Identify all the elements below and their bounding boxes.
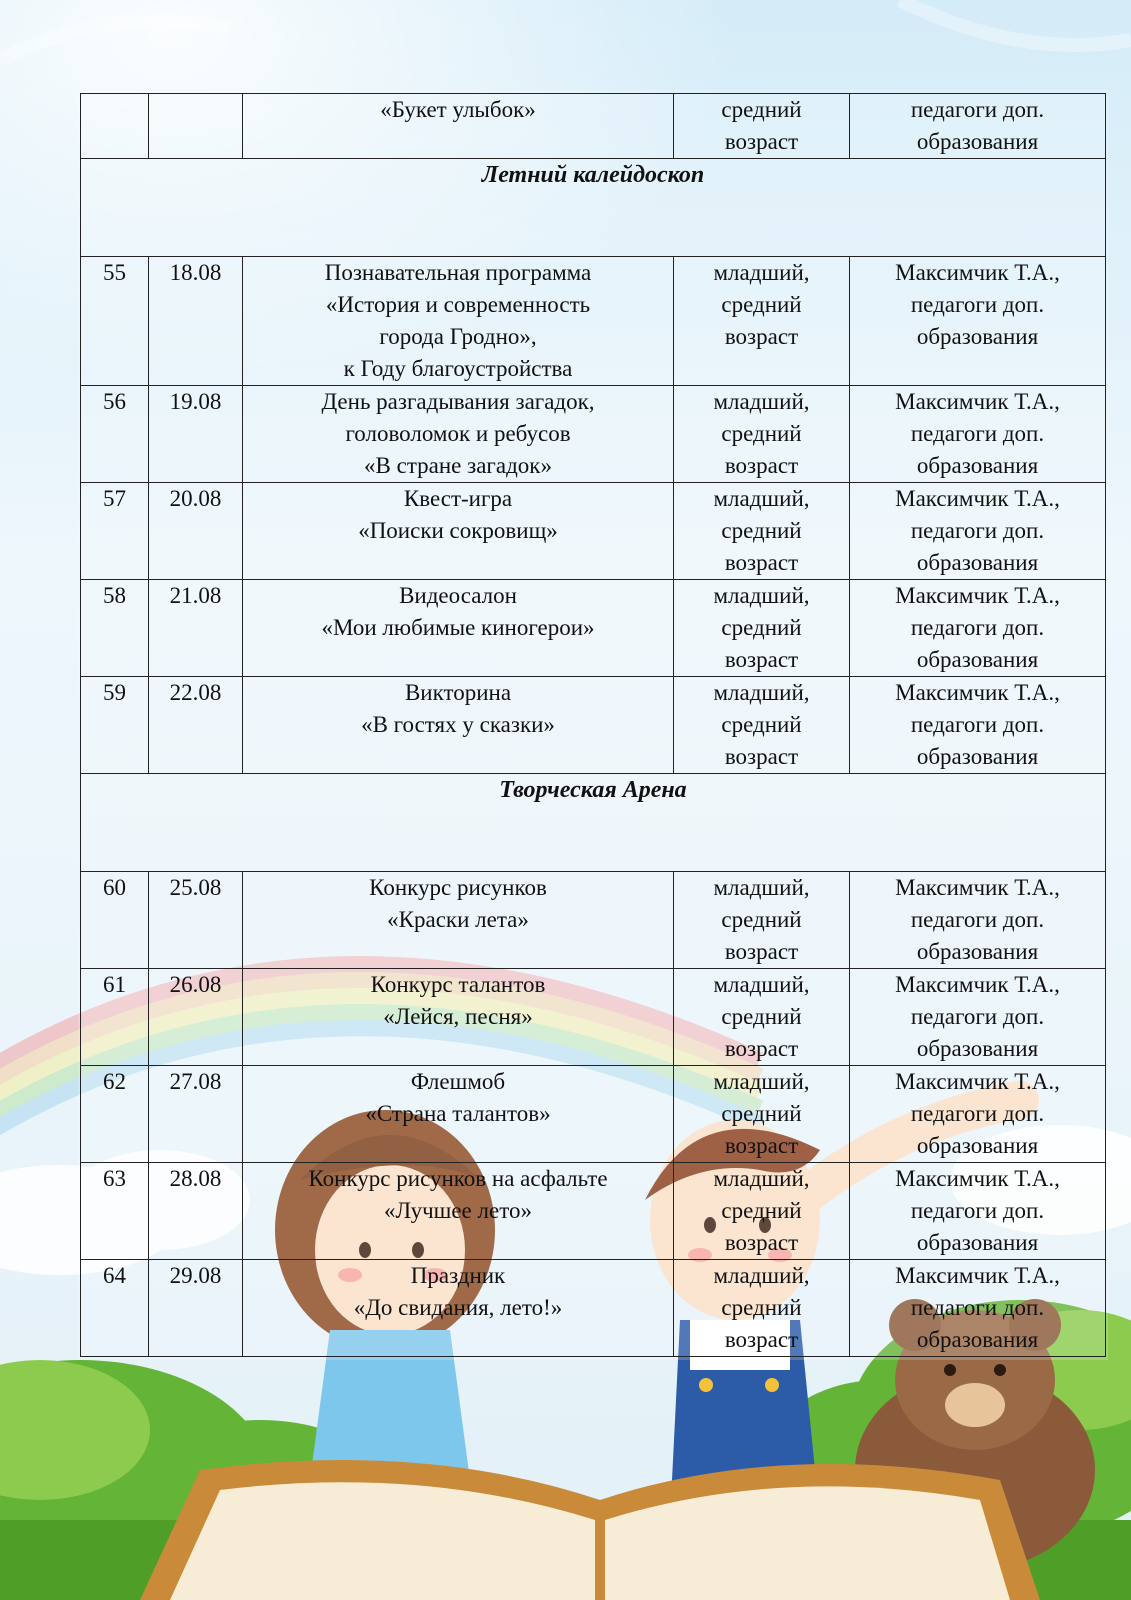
date-cell: 27.08	[149, 1066, 243, 1163]
responsible-cell-line: педагоги доп.	[910, 1101, 1045, 1126]
event-cell-line: «Мои любимые киногерои»	[321, 615, 595, 640]
event-cell-line: Праздник	[410, 1263, 506, 1288]
table-row	[81, 257, 1106, 386]
responsible-cell-line: Максимчик Т.А.,	[895, 972, 1060, 997]
age-group-cell-line: возраст	[724, 129, 799, 154]
responsible-cell	[850, 1066, 1106, 1163]
table-row	[81, 483, 1106, 580]
event-cell-line: к Году благоустройства	[343, 356, 573, 381]
age-group-cell-line: средний	[721, 1004, 802, 1029]
age-group-cell	[674, 1066, 850, 1163]
row-number-cell: 56	[81, 386, 149, 483]
row-number-cell: 64	[81, 1260, 149, 1357]
age-group-cell	[674, 580, 850, 677]
section-header-row	[81, 159, 1106, 257]
section-title: Творческая Арена	[81, 774, 1106, 872]
responsible-cell-line: образования	[916, 550, 1039, 575]
row-number-cell: 63	[81, 1163, 149, 1260]
age-group-cell-line: возраст	[724, 453, 799, 478]
age-group-cell	[674, 483, 850, 580]
table-row	[81, 872, 1106, 969]
age-group-cell-line: средний	[721, 1101, 802, 1126]
event-cell	[243, 94, 674, 159]
date-cell: 21.08	[149, 580, 243, 677]
responsible-cell-line: Максимчик Т.А.,	[895, 389, 1060, 414]
responsible-cell-line: педагоги доп.	[910, 1295, 1045, 1320]
age-group-cell-line: возраст	[724, 647, 799, 672]
age-group-cell-line: младший,	[713, 486, 810, 511]
date-cell: 28.08	[149, 1163, 243, 1260]
table-row	[81, 677, 1106, 774]
age-group-cell-line: младший,	[713, 260, 810, 285]
event-cell-line: «История и современность	[325, 292, 591, 317]
event-cell-line: Конкурс рисунков на асфальте	[308, 1166, 608, 1191]
row-number-cell: 57	[81, 483, 149, 580]
responsible-cell	[850, 580, 1106, 677]
responsible-cell-line: педагоги доп.	[910, 97, 1045, 122]
event-cell-line: Флешмоб	[410, 1069, 506, 1094]
responsible-cell	[850, 94, 1106, 159]
responsible-cell-line: педагоги доп.	[910, 1004, 1045, 1029]
age-group-cell-line: средний	[721, 421, 802, 446]
age-group-cell	[674, 94, 850, 159]
event-cell	[243, 580, 674, 677]
event-cell	[243, 677, 674, 774]
event-cell-line: Конкурс талантов	[370, 972, 546, 997]
event-cell-line: «Поиски сокровищ»	[358, 518, 558, 543]
event-cell-line: «Букет улыбок»	[380, 97, 536, 122]
age-group-cell-line: возраст	[724, 1327, 799, 1352]
schedule-table-container	[80, 93, 1105, 1357]
table-row	[81, 386, 1106, 483]
responsible-cell-line: педагоги доп.	[910, 518, 1045, 543]
responsible-cell	[850, 1260, 1106, 1357]
row-number-cell: 55	[81, 257, 149, 386]
event-cell	[243, 969, 674, 1066]
responsible-cell-line: педагоги доп.	[910, 907, 1045, 932]
age-group-cell-line: младший,	[713, 680, 810, 705]
responsible-cell-line: образования	[916, 647, 1039, 672]
responsible-cell	[850, 872, 1106, 969]
responsible-cell-line: образования	[916, 324, 1039, 349]
row-number-cell: 62	[81, 1066, 149, 1163]
responsible-cell	[850, 969, 1106, 1066]
section-header-row	[81, 774, 1106, 872]
table-row	[81, 1163, 1106, 1260]
date-cell: 29.08	[149, 1260, 243, 1357]
event-cell	[243, 1066, 674, 1163]
age-group-cell-line: средний	[721, 712, 802, 737]
schedule-table-body	[81, 94, 1106, 1357]
event-cell-line: «Страна талантов»	[365, 1101, 551, 1126]
age-group-cell-line: средний	[721, 292, 802, 317]
event-cell-line: «Лучшее лето»	[384, 1198, 532, 1223]
date-cell: 26.08	[149, 969, 243, 1066]
age-group-cell-line: возраст	[724, 1133, 799, 1158]
responsible-cell-line: образования	[916, 939, 1039, 964]
age-group-cell-line: возраст	[724, 1230, 799, 1255]
responsible-cell-line: образования	[916, 1327, 1039, 1352]
event-cell-line: Видеосалон	[399, 583, 517, 608]
table-row	[81, 1260, 1106, 1357]
event-cell	[243, 257, 674, 386]
event-cell-line: Познавательная программа	[324, 260, 592, 285]
date-cell	[149, 94, 243, 159]
row-number-cell: 58	[81, 580, 149, 677]
responsible-cell-line: образования	[916, 1133, 1039, 1158]
date-cell: 20.08	[149, 483, 243, 580]
event-cell-line: «В стране загадок»	[364, 453, 552, 478]
age-group-cell	[674, 872, 850, 969]
event-cell-line: Конкурс рисунков	[369, 875, 547, 900]
table-row	[81, 1066, 1106, 1163]
event-cell-line: Квест-игра	[403, 486, 513, 511]
age-group-cell	[674, 386, 850, 483]
section-title: Летний калейдоскоп	[81, 159, 1106, 257]
age-group-cell	[674, 969, 850, 1066]
responsible-cell-line: Максимчик Т.А.,	[895, 1263, 1060, 1288]
age-group-cell-line: средний	[721, 1295, 802, 1320]
responsible-cell-line: образования	[916, 453, 1039, 478]
age-group-cell-line: средний	[721, 907, 802, 932]
event-cell	[243, 483, 674, 580]
row-number-cell: 59	[81, 677, 149, 774]
table-row	[81, 969, 1106, 1066]
date-cell: 18.08	[149, 257, 243, 386]
age-group-cell-line: средний	[721, 1198, 802, 1223]
event-cell	[243, 1260, 674, 1357]
date-cell: 19.08	[149, 386, 243, 483]
event-cell-line: головоломок и ребусов	[345, 421, 571, 446]
age-group-cell	[674, 1163, 850, 1260]
age-group-cell-line: средний	[721, 518, 802, 543]
age-group-cell-line: младший,	[713, 583, 810, 608]
age-group-cell-line: возраст	[724, 1036, 799, 1061]
row-number-cell: 60	[81, 872, 149, 969]
responsible-cell-line: образования	[916, 744, 1039, 769]
age-group-cell	[674, 1260, 850, 1357]
age-group-cell	[674, 677, 850, 774]
responsible-cell	[850, 1163, 1106, 1260]
responsible-cell-line: педагоги доп.	[910, 712, 1045, 737]
age-group-cell-line: младший,	[713, 389, 810, 414]
age-group-cell-line: младший,	[713, 1263, 810, 1288]
responsible-cell-line: педагоги доп.	[910, 421, 1045, 446]
event-cell-line: Викторина	[404, 680, 512, 705]
row-number-cell: 61	[81, 969, 149, 1066]
responsible-cell-line: Максимчик Т.А.,	[895, 1069, 1060, 1094]
event-cell-line: города Гродно»,	[379, 324, 537, 349]
event-cell-line: День разгадывания загадок,	[321, 389, 595, 414]
age-group-cell-line: младший,	[713, 1166, 810, 1191]
responsible-cell-line: образования	[916, 1036, 1039, 1061]
responsible-cell-line: образования	[916, 1230, 1039, 1255]
age-group-cell-line: возраст	[724, 939, 799, 964]
age-group-cell-line: средний	[721, 615, 802, 640]
responsible-cell	[850, 257, 1106, 386]
responsible-cell-line: Максимчик Т.А.,	[895, 875, 1060, 900]
event-cell	[243, 386, 674, 483]
date-cell: 25.08	[149, 872, 243, 969]
event-cell-line: «В гостях у сказки»	[361, 712, 555, 737]
event-cell-line: «До свидания, лето!»	[353, 1295, 563, 1320]
row-number-cell	[81, 94, 149, 159]
responsible-cell-line: Максимчик Т.А.,	[895, 583, 1060, 608]
age-group-cell-line: младший,	[713, 972, 810, 997]
responsible-cell-line: Максимчик Т.А.,	[895, 486, 1060, 511]
responsible-cell-line: Максимчик Т.А.,	[895, 1166, 1060, 1191]
event-cell-line: «Лейся, песня»	[383, 1004, 533, 1029]
event-cell-line: «Краски лета»	[387, 907, 529, 932]
responsible-cell-line: Максимчик Т.А.,	[895, 680, 1060, 705]
responsible-cell-line: образования	[916, 129, 1039, 154]
responsible-cell	[850, 483, 1106, 580]
age-group-cell-line: возраст	[724, 550, 799, 575]
age-group-cell-line: средний	[721, 97, 802, 122]
table-row	[81, 94, 1106, 159]
event-cell	[243, 872, 674, 969]
responsible-cell-line: педагоги доп.	[910, 292, 1045, 317]
responsible-cell	[850, 677, 1106, 774]
responsible-cell-line: Максимчик Т.А.,	[895, 260, 1060, 285]
responsible-cell	[850, 386, 1106, 483]
event-cell	[243, 1163, 674, 1260]
age-group-cell-line: возраст	[724, 324, 799, 349]
table-row	[81, 580, 1106, 677]
date-cell: 22.08	[149, 677, 243, 774]
responsible-cell-line: педагоги доп.	[910, 615, 1045, 640]
schedule-table	[80, 93, 1106, 1357]
age-group-cell-line: младший,	[713, 875, 810, 900]
age-group-cell-line: возраст	[724, 744, 799, 769]
age-group-cell	[674, 257, 850, 386]
responsible-cell-line: педагоги доп.	[910, 1198, 1045, 1223]
age-group-cell-line: младший,	[713, 1069, 810, 1094]
